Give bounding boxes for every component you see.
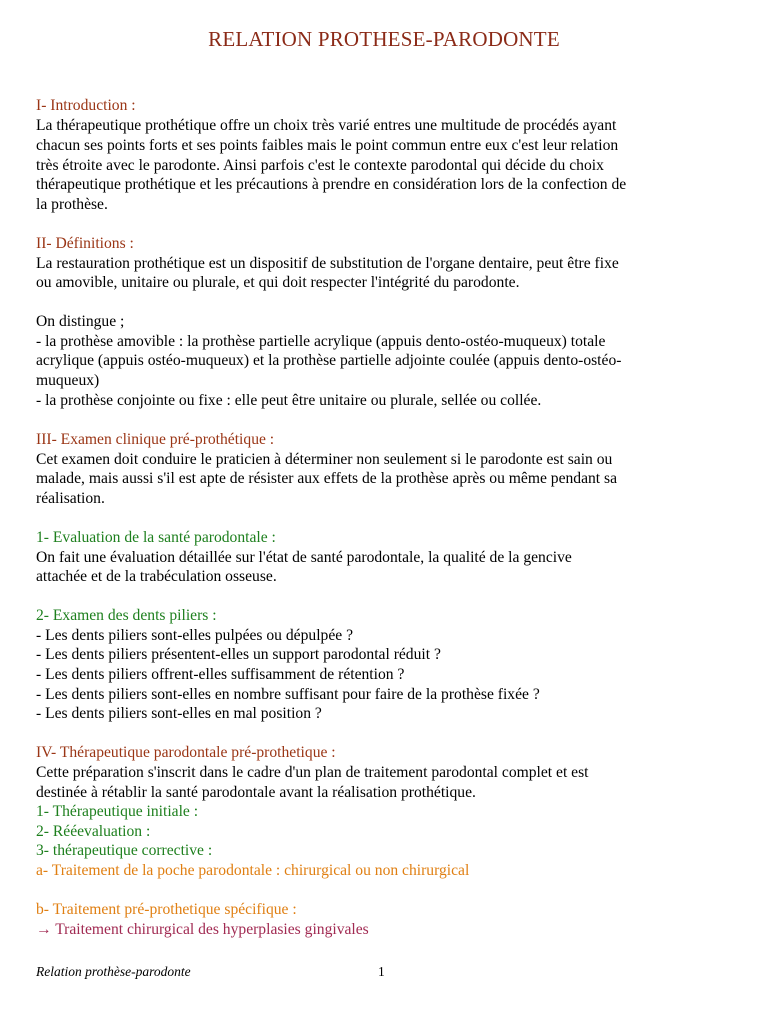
footer-title: Relation prothèse-parodonte: [36, 964, 191, 979]
paragraph-line: malade, mais aussi s'il est apte de résister aux effets de la prothèse après ou même pendant sa: [36, 470, 618, 487]
list-line: - la prothèse amovible : la prothèse partielle acrylique (appuis dento-ostéo-muqueux) totale: [36, 333, 606, 350]
paragraph-line: La restauration prothétique est un dispositif de substitution de l'organe dentaire, peut être fixe: [36, 255, 619, 272]
paragraph-line: ou amovible, unitaire ou plurale, et qui doit respecter l'intégrité du parodonte.: [36, 274, 520, 291]
paragraph-line: Cette préparation s'inscrit dans le cadre d'un plan de traitement parodontal complet et est: [36, 764, 589, 781]
paragraph-line: la prothèse.: [36, 196, 108, 213]
question-item: - Les dents piliers sont-elles en mal position ?: [36, 705, 322, 722]
substep-item: b- Traitement pré-prothetique spécifique :: [36, 901, 297, 918]
heading-definitions: II- Définitions :: [36, 235, 134, 252]
question-item: - Les dents piliers sont-elles en nombre suffisant pour faire de la prothèse fixée ?: [36, 686, 540, 703]
paragraph-line: thérapeutique prothétique et les précautions à prendre en considération lors de la confection de: [36, 176, 627, 193]
paragraph-line: On distingue ;: [36, 313, 125, 330]
arrow-item: → Traitement chirurgical des hyperplasies gingivales: [36, 921, 369, 938]
paragraph-line: chacun ses points forts et ses points faibles mais le point commun entre eux c'est leur relation: [36, 137, 619, 154]
paragraph-line: destinée à rétablir la santé parodontale avant la réalisation prothétique.: [36, 784, 476, 801]
question-item: - Les dents piliers sont-elles pulpées ou dépulpée ?: [36, 627, 353, 644]
page-title: RELATION PROTHESE-PARODONTE: [208, 27, 560, 51]
list-line: - la prothèse conjointe ou fixe : elle peut être unitaire ou plurale, sellée ou collée.: [36, 392, 542, 409]
page-number: 1: [378, 964, 385, 979]
paragraph-line: attachée et de la trabéculation osseuse.: [36, 568, 277, 585]
heading-introduction: I- Introduction :: [36, 97, 136, 114]
step-item: 3- thérapeutique corrective :: [36, 842, 213, 859]
subheading-evaluation: 1- Evaluation de la santé parodontale :: [36, 529, 276, 546]
paragraph-line: On fait une évaluation détaillée sur l'état de santé parodontale, la qualité de la gencive: [36, 549, 572, 566]
step-item: 1- Thérapeutique initiale :: [36, 803, 199, 820]
heading-therapeutique: IV- Thérapeutique parodontale pré-prothetique :: [36, 744, 336, 761]
paragraph-line: très étroite avec le parodonte. Ainsi parfois c'est le contexte parodontal qui décide du choix: [36, 157, 604, 174]
question-item: - Les dents piliers présentent-elles un support parodontal réduit ?: [36, 646, 441, 663]
paragraph-line: Cet examen doit conduire le praticien à déterminer non seulement si le parodonte est sain ou: [36, 451, 613, 468]
step-item: 2- Rééevaluation :: [36, 823, 151, 840]
paragraph-line: réalisation.: [36, 490, 105, 507]
list-line: acrylique (appuis ostéo-muqueux) et la prothèse partielle adjointe coulée (appuis dento-ostéo-: [36, 352, 622, 369]
list-line: muqueux): [36, 372, 100, 389]
heading-examen-clinique: III- Examen clinique pré-prothétique :: [36, 431, 275, 448]
paragraph-line: La thérapeutique prothétique offre un choix très varié entres une multitude de procédés ayant: [36, 117, 617, 134]
substep-item: a- Traitement de la poche parodontale : chirurgical ou non chirurgical: [36, 862, 470, 879]
question-item: - Les dents piliers offrent-elles suffisamment de rétention ?: [36, 666, 405, 683]
subheading-dents-piliers: 2- Examen des dents piliers :: [36, 607, 217, 624]
